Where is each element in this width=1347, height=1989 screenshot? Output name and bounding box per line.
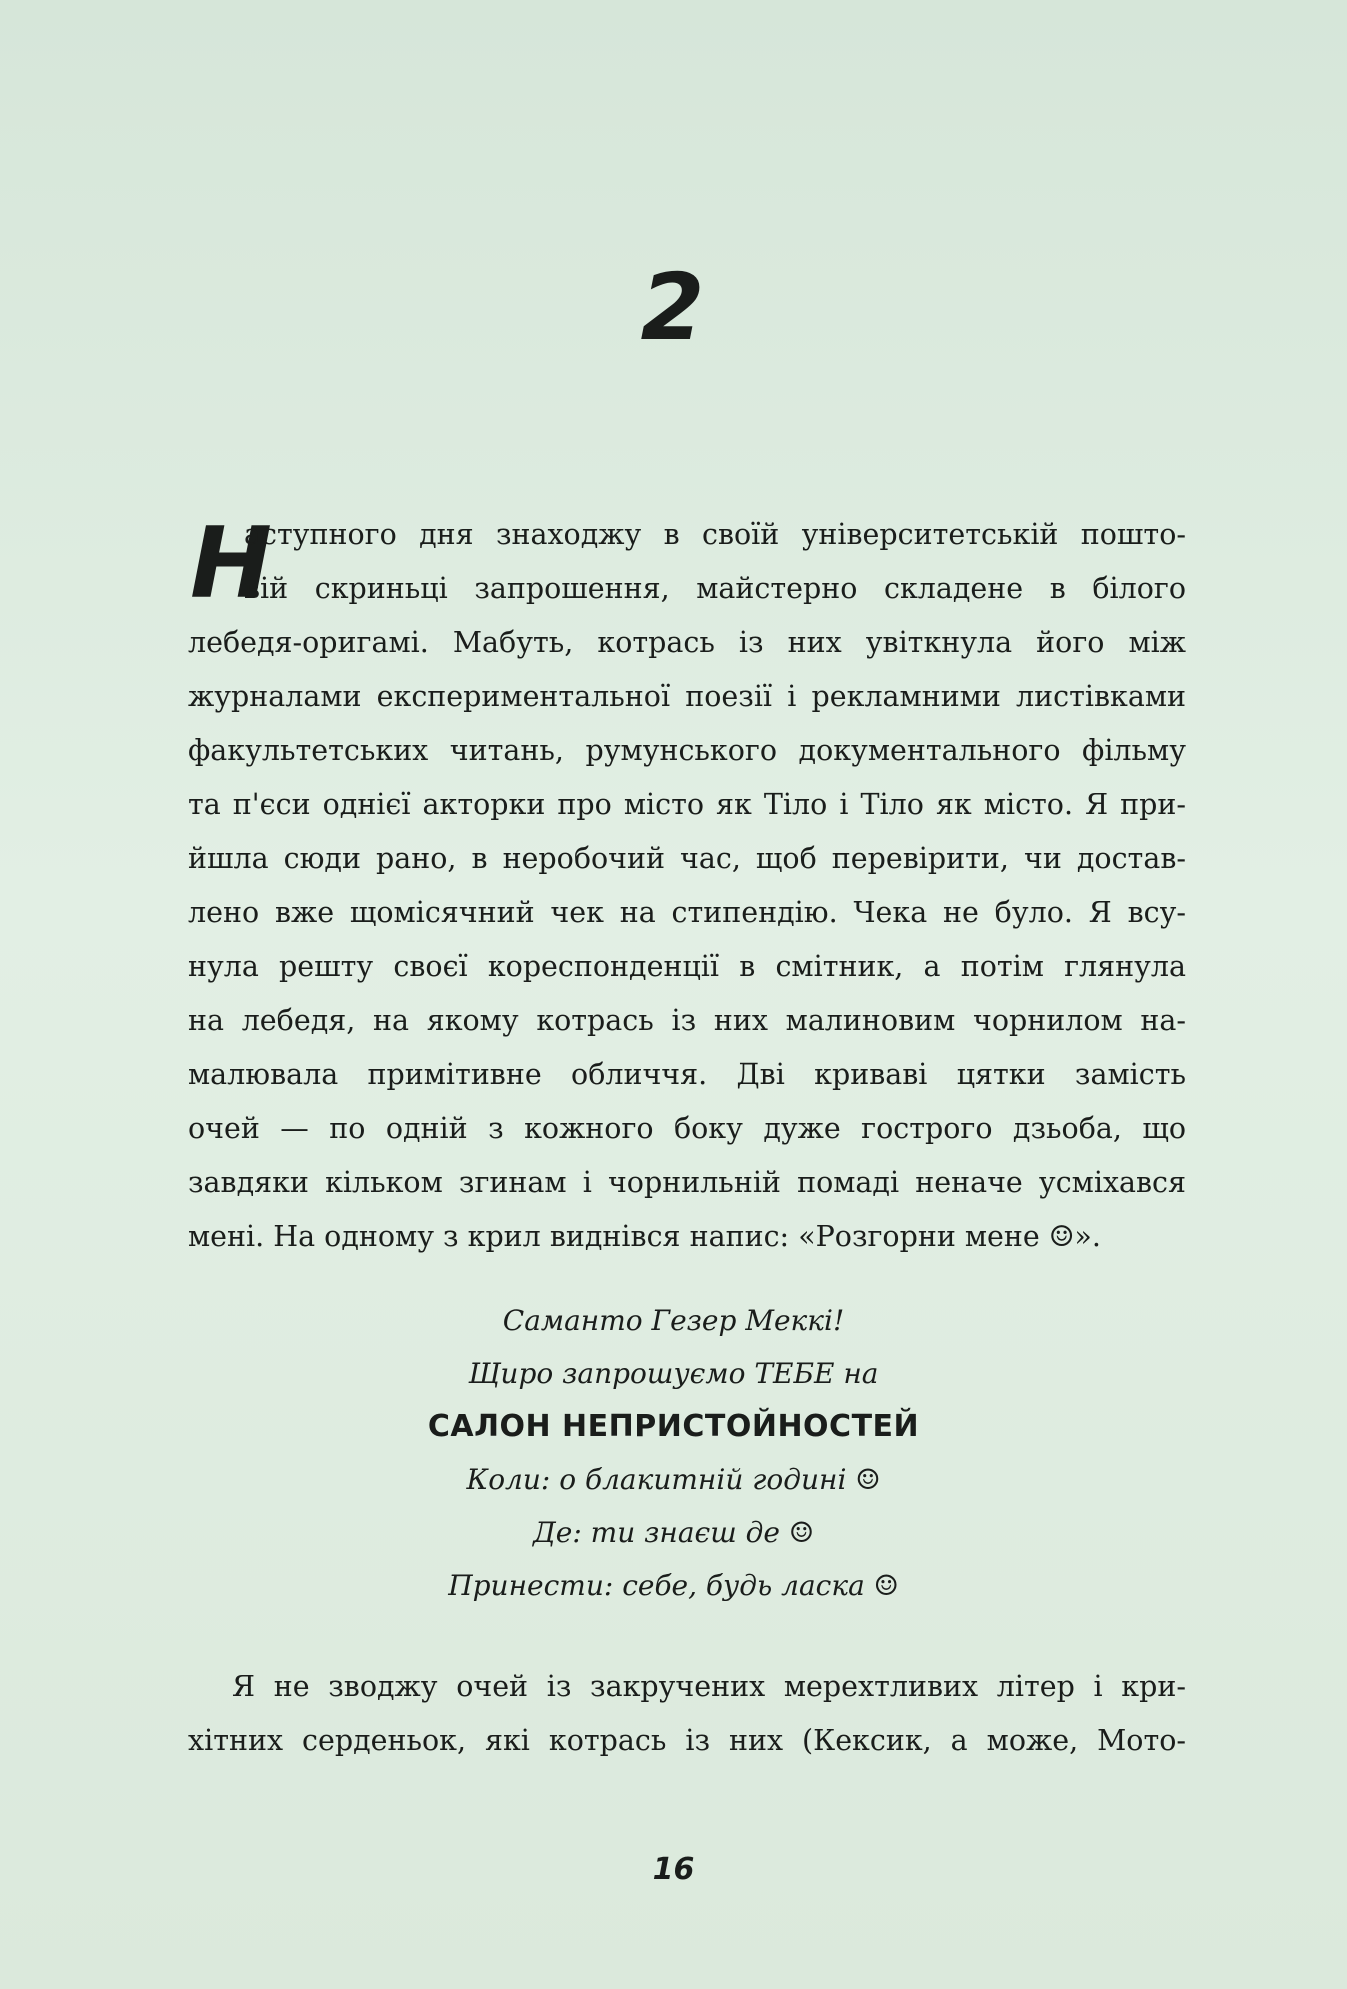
text-line: факультетських читань, румунського документального фільму [188, 734, 1186, 767]
text-line: очей — по одній з кожного боку дуже гострого дзьоба, що [188, 1112, 1186, 1145]
text-line: малювала примітивне обличчя. Дві криваві цятки замість [188, 1058, 1186, 1091]
page-number: 16 [652, 1852, 695, 1887]
text-line: йшла сюди рано, в неробочий час, щоб перевірити, чи достав- [188, 842, 1186, 875]
text-line: журналами експериментальної поезії і рекламними листівками [188, 680, 1186, 713]
invitation-where: Де: ти знаєш де ☺ [533, 1516, 814, 1549]
invitation-block [0, 1294, 1347, 1612]
paragraph-1 [188, 508, 1186, 1264]
invitation-when: Коли: о блакитній годині ☺ [466, 1463, 881, 1496]
text-line: лебедя-оригамі. Мабуть, котрась із них увіткнула його між [188, 626, 1186, 659]
text-line: вій скриньці запрошення, майстерно складене в білого [244, 572, 1186, 605]
text-line: нула решту своєї кореспонденції в смітник, а потім глянула [188, 950, 1186, 983]
invitation-title: САЛОН НЕПРИСТОЙНОСТЕЙ [427, 1409, 920, 1444]
text-line: завдяки кільком згинам і чорнильній помаді неначе усміхався [188, 1166, 1186, 1199]
drop-cap: Н [190, 507, 273, 621]
text-line: мені. На одному з крил виднівся напис: «Розгорни мене ☺». [188, 1220, 1101, 1253]
paragraph-2 [188, 1660, 1186, 1768]
text-line: на лебедя, на якому котрась із них малиновим чорнилом на- [188, 1004, 1186, 1037]
invitation-greeting: Саманто Гезер Меккі! [502, 1304, 845, 1337]
text-line: та п'єси однієї акторки про місто як Тіло і Тіло як місто. Я при- [188, 788, 1186, 821]
text-line: аступного дня знаходжу в своїй університетській пошто- [244, 518, 1186, 551]
text-line: Я не зводжу очей із закручених мерехтливих літер і кри- [232, 1670, 1186, 1703]
chapter-number: 2 [640, 254, 707, 361]
text-line: хітних серденьок, які котрась із них (Кексик, а може, Мото- [188, 1724, 1186, 1757]
invitation-invite: Щиро запрошуємо ТЕБЕ на [468, 1357, 879, 1390]
invitation-bring: Принести: себе, будь ласка ☺ [448, 1569, 899, 1602]
text-line: лено вже щомісячний чек на стипендію. Чека не було. Я всу- [188, 896, 1186, 929]
